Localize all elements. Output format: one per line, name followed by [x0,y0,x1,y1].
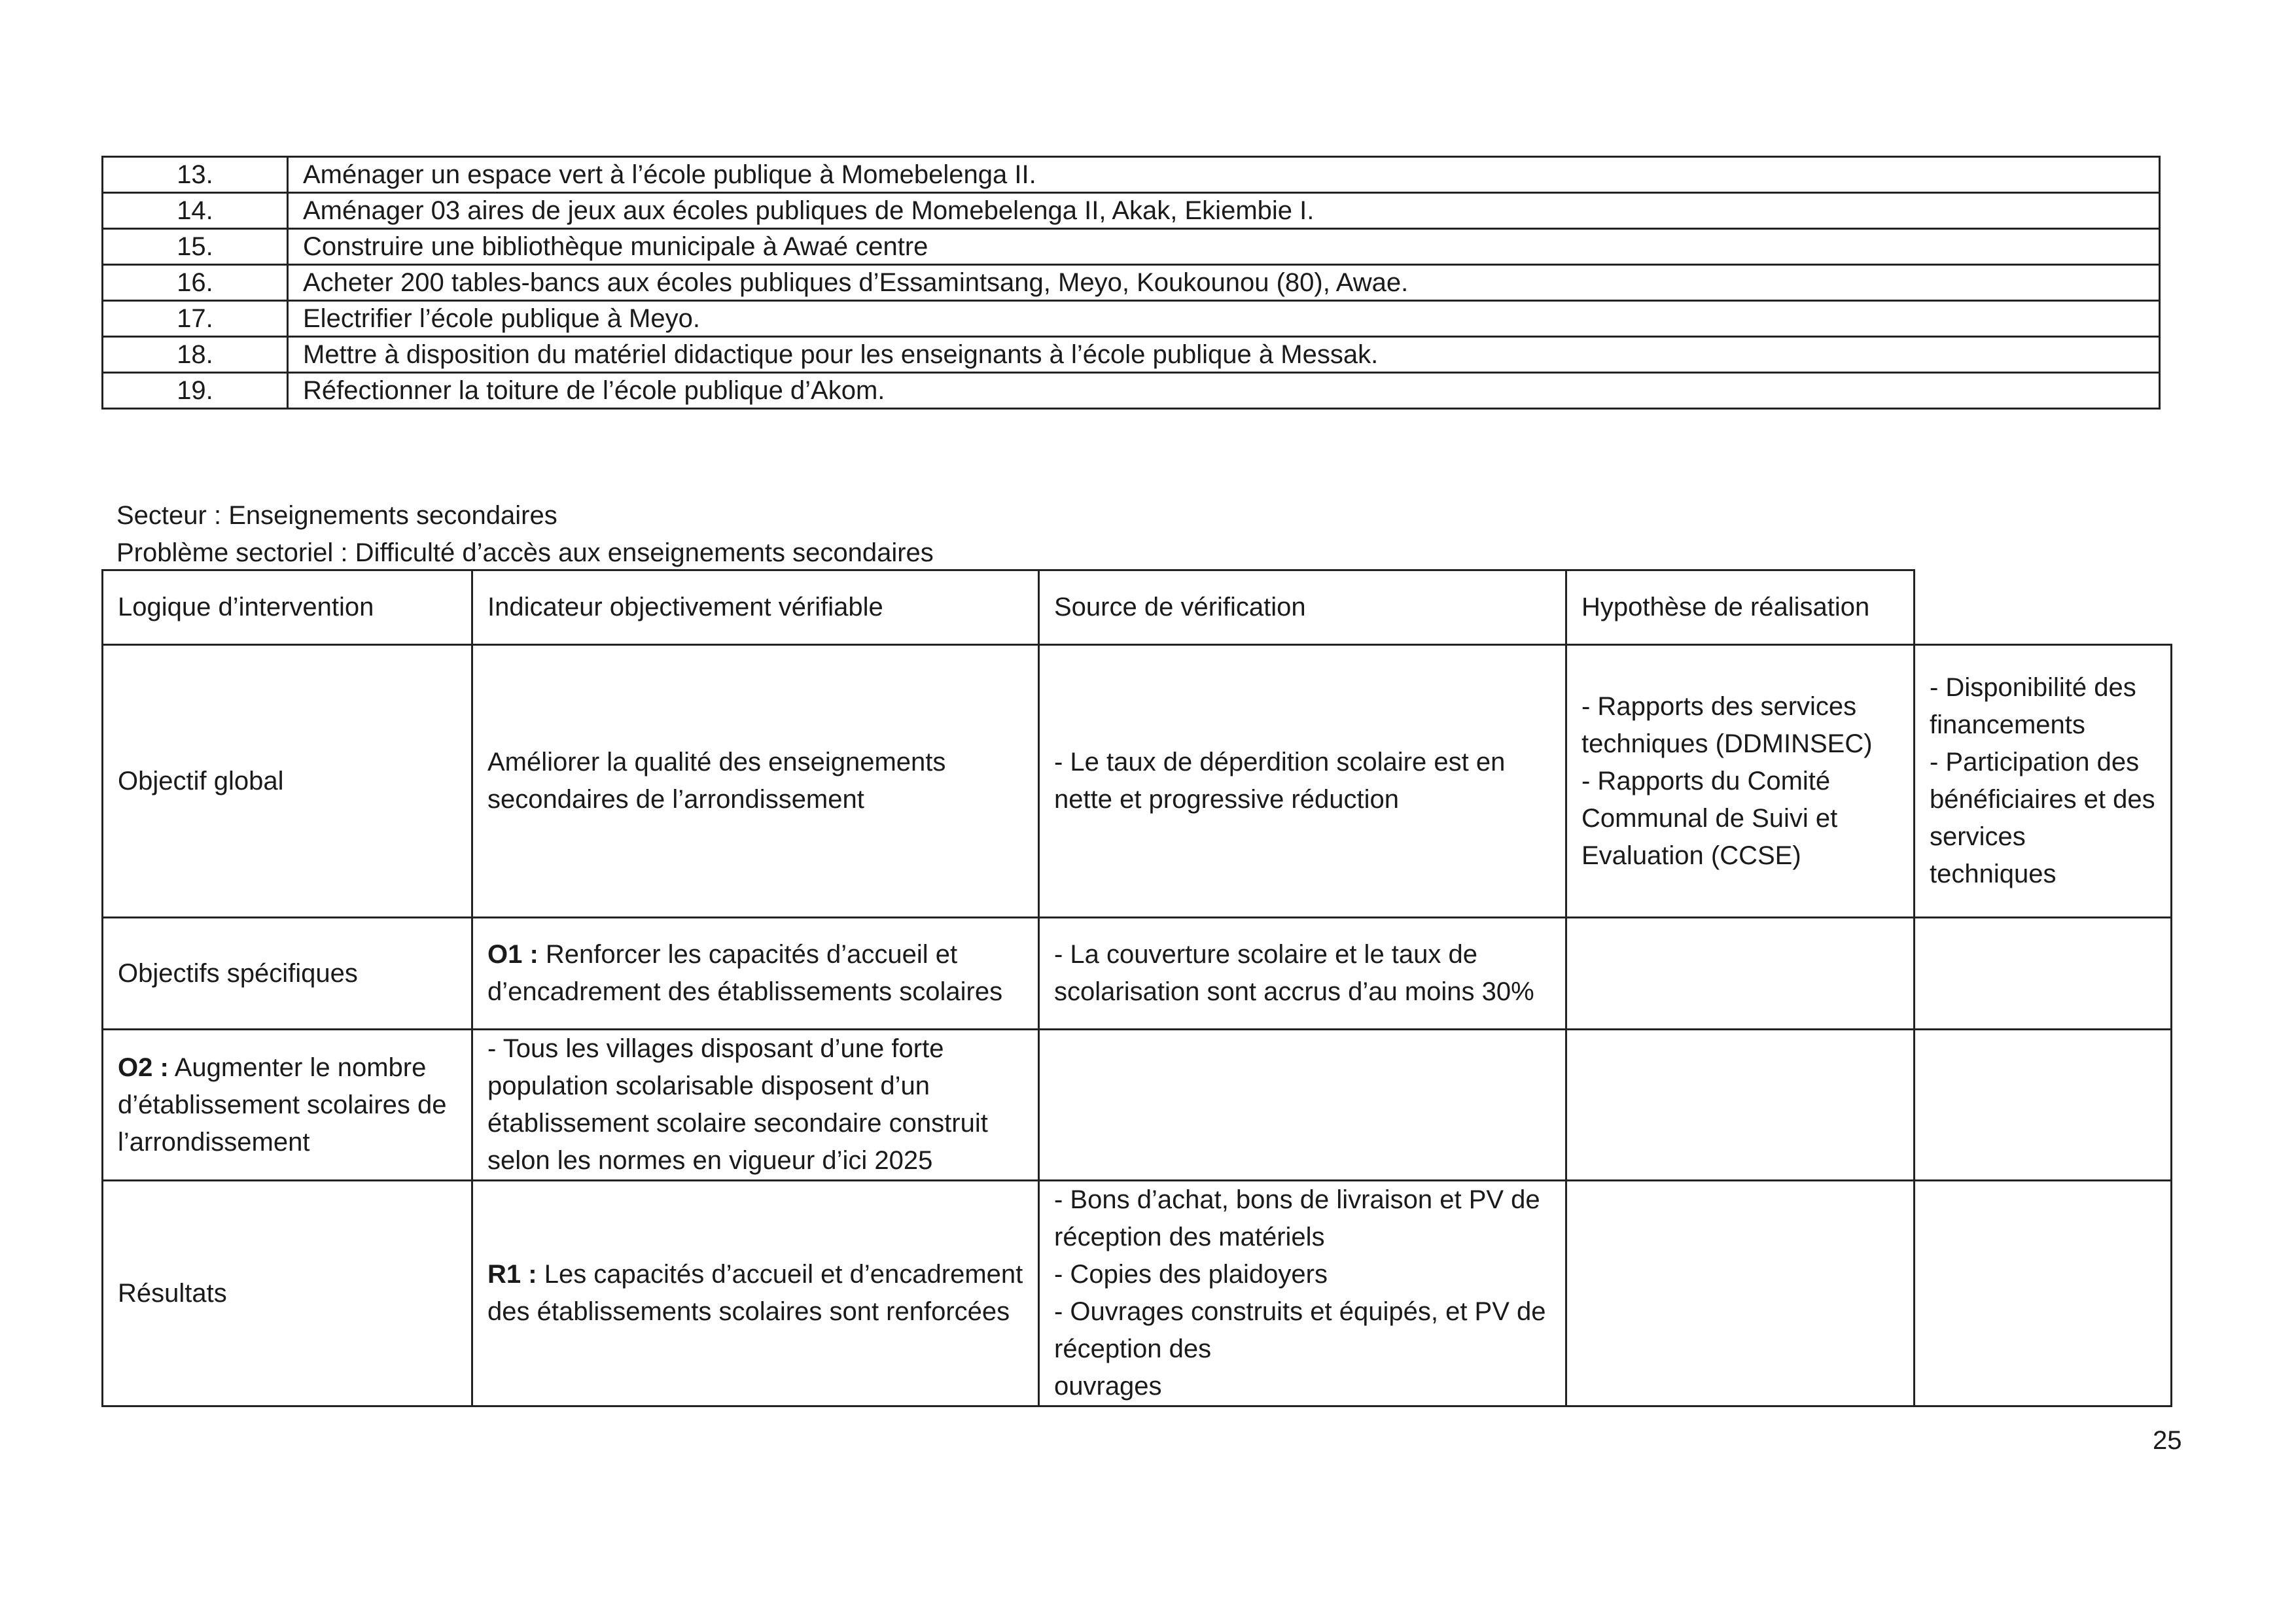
global-objective-label: Objectif global [103,645,472,918]
row-number: 19. [103,373,288,409]
o1-text: Renforcer les capacités d’accueil et d’encadrement des établissements scolaires [487,940,1003,1006]
global-source-line-2: - Rapports du Comité Communal de Suivi et Evaluation (CCSE) [1581,766,1838,870]
specific-objectives-label: Objectifs spécifiques [103,918,472,1030]
header-logic: Logique d’intervention [103,570,472,645]
o1-cell [472,918,1039,1030]
o1-hypothesis-empty [1566,918,1915,1030]
numbered-row [103,265,2160,301]
results-source [1039,1181,1566,1406]
numbered-actions-table [101,156,2161,410]
row-number: 13. [103,157,288,193]
o1-extra-empty [1915,918,2172,1030]
global-source-line-1: - Rapports des services techniques (DDMINSEC) [1581,691,1873,758]
logical-framework-table [101,569,2172,1407]
problem-heading: Problème sectoriel : Difficulté d’accès aux enseignements secondaires [116,538,934,567]
row-text: Mettre à disposition du matériel didactique pour les enseignants à l’école publique à Messak. [288,337,2160,373]
header-hypothesis: Hypothèse de réalisation [1566,570,1915,645]
row-text: Réfectionner la toiture de l’école publique d’Akom. [288,373,2160,409]
row-number: 18. [103,337,288,373]
r1-text: Les capacités d’accueil et d’encadrement des établissements scolaires sont renforcées [487,1260,1023,1326]
row-number: 14. [103,193,288,229]
o2-cell [103,1030,472,1181]
o2-text: Augmenter le nombre d’établissement scolaires de l’arrondissement [118,1053,447,1157]
header-row [103,570,2172,645]
o2-code: O2 : [118,1053,169,1082]
global-hypothesis-line-1: - Disponibilité des financements [1930,673,2136,739]
sector-heading: Secteur : Enseignements secondaires [116,501,557,530]
o2-row [103,1030,2172,1181]
specific-objectives-row [103,918,2172,1030]
page-number: 25 [2153,1426,2182,1455]
global-objective-logic: Améliorer la qualité des enseignements secondaires de l’arrondissement [472,645,1039,918]
o1-indicator: - La couverture scolaire et le taux de scolarisation sont accrus d’au moins 30% [1039,918,1566,1030]
row-text: Aménager 03 aires de jeux aux écoles publiques de Momebelenga II, Akak, Ekiembie I. [288,193,2160,229]
r1-cell [472,1181,1039,1406]
results-source-line-1: - Bons d’achat, bons de livraison et PV de réception des matériels [1054,1185,1540,1251]
numbered-row [103,193,2160,229]
row-number: 15. [103,229,288,265]
o2-indicator: - Tous les villages disposant d’une forte population scolarisable disposent d’un établissement scolaire secondaire construit selon les normes en vigueur d’ici 2025 [472,1030,1039,1181]
global-objective-hypothesis [1915,645,2172,918]
results-source-line-4: ouvrages [1054,1372,1162,1401]
numbered-row [103,337,2160,373]
global-objective-row [103,645,2172,918]
header-source: Source de vérification [1039,570,1566,645]
results-source-line-3: - Ouvrages construits et équipés, et PV de réception des [1054,1297,1546,1363]
row-number: 16. [103,265,288,301]
results-hypothesis-empty [1566,1181,1915,1406]
results-label: Résultats [103,1181,472,1406]
row-text: Aménager un espace vert à l’école publique à Momebelenga II. [288,157,2160,193]
results-source-line-2: - Copies des plaidoyers [1054,1260,1328,1289]
o2-extra-empty [1915,1030,2172,1181]
numbered-row [103,373,2160,409]
global-objective-indicator: - Le taux de déperdition scolaire est en nette et progressive réduction [1039,645,1566,918]
header-empty-cell [1915,570,2172,645]
row-text: Construire une bibliothèque municipale à Awaé centre [288,229,2160,265]
numbered-row [103,157,2160,193]
o2-source-empty [1039,1030,1566,1181]
row-text: Electrifier l’école publique à Meyo. [288,301,2160,337]
results-row [103,1181,2172,1406]
numbered-row [103,301,2160,337]
numbered-row [103,229,2160,265]
global-objective-source [1566,645,1915,918]
row-number: 17. [103,301,288,337]
r1-code: R1 : [487,1260,537,1289]
o2-hypothesis-empty [1566,1030,1915,1181]
results-extra-empty [1915,1181,2172,1406]
global-hypothesis-line-2: - Participation des bénéficiaires et des services techniques [1930,748,2155,888]
header-indicator: Indicateur objectivement vérifiable [472,570,1039,645]
row-text: Acheter 200 tables-bancs aux écoles publiques d’Essamintsang, Meyo, Koukounou (80), Awae. [288,265,2160,301]
o1-code: O1 : [487,940,539,969]
